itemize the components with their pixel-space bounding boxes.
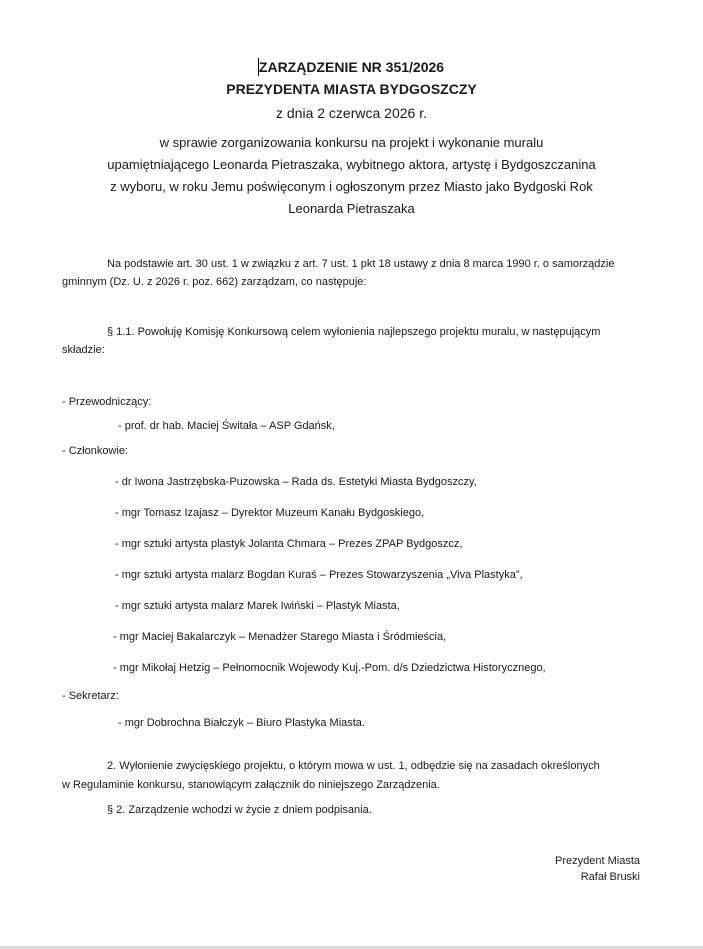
- subject-line: Leonarda Pietraszaka: [288, 201, 415, 216]
- legal-basis-line: Na podstawie art. 30 ust. 1 w związku z art. 7 ust. 1 pkt 18 ustawy z dnia 8 marca 1990 r. o samorządzie: [107, 258, 615, 270]
- chair-entry: - prof. dr hab. Maciej Świtała – ASP Gdańsk,: [118, 420, 335, 432]
- secretary-label: - Sekretarz:: [62, 690, 119, 702]
- document-issuer: PREZYDENTA MIASTA BYDGOSZCZY: [226, 81, 477, 97]
- paragraph-1-1: § 1.1. Powołuję Komisję Konkursową celem wyłonienia najlepszego projektu muralu, w następującym: [107, 326, 601, 338]
- member-entry: - mgr sztuki artysta malarz Marek Iwiński – Plastyk Miasta,: [115, 600, 400, 612]
- secretary-entry: - mgr Dobrochna Białczyk – Biuro Plastyka Miasta.: [118, 717, 365, 729]
- subject-line: upamiętniającego Leonarda Pietraszaka, wybitnego aktora, artystę i Bydgoszczanina: [107, 157, 596, 172]
- member-entry: - mgr sztuki artysta plastyk Jolanta Chmara – Prezes ZPAP Bydgoszcz,: [115, 538, 463, 550]
- member-entry: - mgr Maciej Bakalarczyk – Menadżer Starego Miasta i Śródmieścia,: [113, 631, 447, 643]
- paragraph-1-2-cont: w Regulaminie konkursu, stanowiącym załącznik do niniejszego Zarządzenia.: [62, 779, 440, 791]
- paragraph-1-1-cont: składzie:: [62, 344, 105, 356]
- signature-role: Prezydent Miasta: [555, 855, 640, 867]
- signature-name: Rafał Bruski: [580, 871, 640, 883]
- document-title: ZARZĄDZENIE NR 351/2026: [258, 59, 445, 75]
- member-entry: - dr Iwona Jastrzębska-Puzowska – Rada ds. Estetyki Miasta Bydgoszczy,: [115, 476, 477, 488]
- subject-line: z wyboru, w roku Jemu poświęconym i ogłoszonym przez Miasto jako Bydgoski Rok: [110, 179, 593, 194]
- legal-basis-line: gminnym (Dz. U. z 2026 r. poz. 662) zarządzam, co następuje:: [62, 276, 367, 288]
- chair-label: - Przewodniczący:: [62, 396, 152, 408]
- document-date: z dnia 2 czerwca 2026 r.: [276, 105, 427, 121]
- members-label: - Członkowie:: [62, 445, 129, 457]
- subject-line: w sprawie zorganizowania konkursu na projekt i wykonanie muralu: [159, 135, 544, 150]
- member-entry: - mgr Mikołaj Hetzig – Pełnomocnik Wojewody Kuj.-Pom. d/s Dziedzictwa Historycznego,: [113, 662, 546, 674]
- paragraph-2: § 2. Zarządzenie wchodzi w życie z dniem podpisania.: [107, 804, 372, 816]
- paragraph-1-2: 2. Wyłonienie zwycięskiego projektu, o którym mowa w ust. 1, odbędzie się na zasadach określonych: [107, 760, 600, 772]
- member-entry: - mgr Tomasz Izajasz – Dyrektor Muzeum Kanału Bydgoskiego,: [115, 507, 425, 519]
- member-entry: - mgr sztuki artysta malarz Bogdan Kuraś – Prezes Stowarzyszenia „Viva Plastyka”,: [115, 569, 523, 581]
